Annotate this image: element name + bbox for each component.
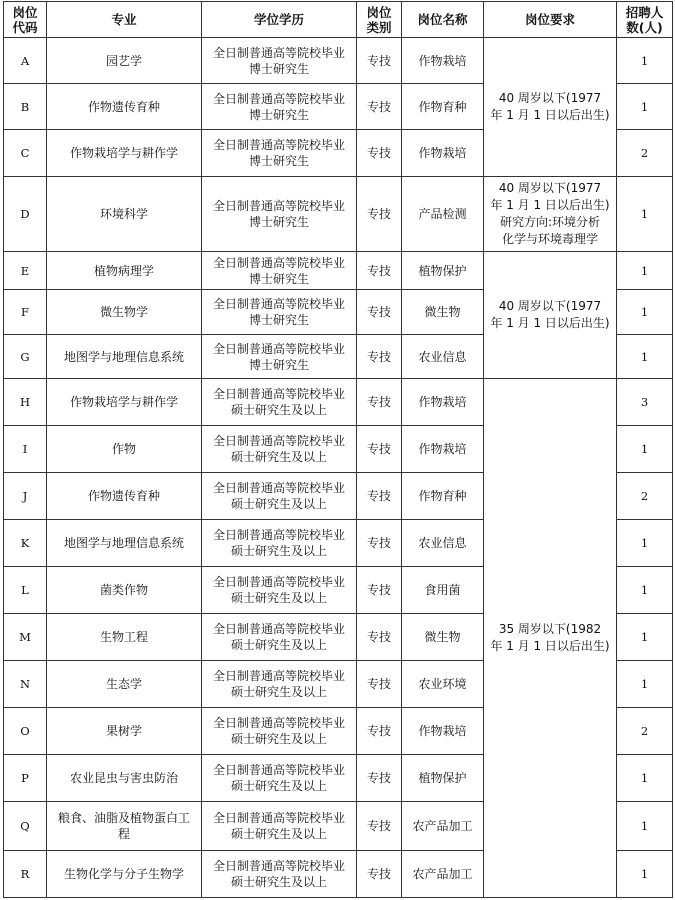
- post-code-cell: O: [4, 708, 47, 755]
- major-cell: 环境科学: [47, 177, 202, 252]
- post-type-cell: 专技: [357, 755, 402, 802]
- headcount-cell: 3: [617, 379, 673, 426]
- post-type-cell: 专技: [357, 426, 402, 473]
- post-type-cell: 专技: [357, 84, 402, 130]
- requirement-line: 年 1 月 1 日以后出生): [490, 316, 610, 330]
- post-type-cell: 专技: [357, 252, 402, 290]
- header-degree: 学位学历: [202, 2, 357, 38]
- recruitment-table: [3, 1, 673, 898]
- major-cell: 作物遗传育种: [47, 84, 202, 130]
- requirement-cell: [484, 38, 617, 177]
- requirement-line: 年 1 月 1 日以后出生): [490, 108, 610, 122]
- header-row: [4, 2, 673, 38]
- headcount-cell: 1: [617, 614, 673, 661]
- major-cell: 作物: [47, 426, 202, 473]
- major-cell: 地图学与地理信息系统: [47, 520, 202, 567]
- position-name-cell: 产品检测: [402, 177, 484, 252]
- post-type-cell: 专技: [357, 851, 402, 898]
- degree-cell: 全日制普通高等院校毕业硕士研究生及以上: [202, 851, 357, 898]
- position-name-cell: 作物栽培: [402, 38, 484, 84]
- requirement-line: 年 1 月 1 日以后出生): [490, 198, 610, 212]
- major-cell: 粮食、油脂及植物蛋白工程: [47, 802, 202, 851]
- requirement-line: 化学与环境毒理学: [501, 232, 598, 246]
- major-cell: 果树学: [47, 708, 202, 755]
- headcount-cell: 1: [617, 252, 673, 290]
- major-cell: 地图学与地理信息系统: [47, 335, 202, 379]
- post-code-cell: I: [4, 426, 47, 473]
- headcount-cell: 1: [617, 38, 673, 84]
- post-type-cell: 专技: [357, 290, 402, 335]
- requirement-line: 40 周岁以下(1977: [498, 181, 602, 195]
- major-cell: 作物遗传育种: [47, 473, 202, 520]
- post-code-cell: L: [4, 567, 47, 614]
- post-type-cell: 专技: [357, 473, 402, 520]
- degree-cell: 全日制普通高等院校毕业硕士研究生及以上: [202, 473, 357, 520]
- post-code-cell: J: [4, 473, 47, 520]
- position-name-cell: 农产品加工: [402, 802, 484, 851]
- post-type-cell: 专技: [357, 177, 402, 252]
- position-name-cell: 微生物: [402, 614, 484, 661]
- headcount-cell: 1: [617, 335, 673, 379]
- major-cell: 菌类作物: [47, 567, 202, 614]
- major-cell: 作物栽培学与耕作学: [47, 130, 202, 177]
- degree-cell: 全日制普通高等院校毕业博士研究生: [202, 290, 357, 335]
- degree-cell: 全日制普通高等院校毕业博士研究生: [202, 84, 357, 130]
- table-row: [4, 379, 673, 426]
- degree-cell: 全日制普通高等院校毕业博士研究生: [202, 38, 357, 84]
- headcount-cell: 1: [617, 84, 673, 130]
- post-code-cell: D: [4, 177, 47, 252]
- degree-cell: 全日制普通高等院校毕业硕士研究生及以上: [202, 520, 357, 567]
- requirement-line: 35 周岁以下(1982: [498, 622, 602, 636]
- major-cell: 作物栽培学与耕作学: [47, 379, 202, 426]
- requirement-cell: [484, 252, 617, 379]
- requirement-line: 40 周岁以下(1977: [498, 91, 602, 105]
- header-position: 岗位名称: [402, 2, 484, 38]
- headcount-cell: 1: [617, 426, 673, 473]
- position-name-cell: 农业信息: [402, 335, 484, 379]
- requirement-cell: [484, 379, 617, 898]
- post-code-cell: M: [4, 614, 47, 661]
- table-body: [4, 38, 673, 898]
- headcount-cell: 1: [617, 851, 673, 898]
- headcount-cell: 2: [617, 708, 673, 755]
- headcount-cell: 1: [617, 755, 673, 802]
- table-row: [4, 38, 673, 84]
- post-type-cell: 专技: [357, 802, 402, 851]
- requirement-line: 研究方向:环境分析: [499, 215, 601, 229]
- degree-cell: 全日制普通高等院校毕业硕士研究生及以上: [202, 661, 357, 708]
- header-major: 专业: [47, 2, 202, 38]
- table-row: [4, 252, 673, 290]
- table-row: [4, 177, 673, 252]
- post-type-cell: 专技: [357, 708, 402, 755]
- post-code-cell: F: [4, 290, 47, 335]
- degree-cell: 全日制普通高等院校毕业硕士研究生及以上: [202, 614, 357, 661]
- headcount-cell: 1: [617, 290, 673, 335]
- position-name-cell: 农业环境: [402, 661, 484, 708]
- requirement-line: 40 周岁以下(1977: [498, 299, 602, 313]
- major-cell: 农业昆虫与害虫防治: [47, 755, 202, 802]
- header-requirement: 岗位要求: [484, 2, 617, 38]
- position-name-cell: 食用菌: [402, 567, 484, 614]
- post-code-cell: K: [4, 520, 47, 567]
- headcount-cell: 1: [617, 661, 673, 708]
- header-code: 岗位 代码: [4, 2, 47, 38]
- header-count: 招聘人 数(人): [617, 2, 673, 38]
- post-type-cell: 专技: [357, 38, 402, 84]
- position-name-cell: 作物栽培: [402, 426, 484, 473]
- post-type-cell: 专技: [357, 520, 402, 567]
- headcount-cell: 2: [617, 130, 673, 177]
- post-type-cell: 专技: [357, 567, 402, 614]
- position-name-cell: 作物育种: [402, 473, 484, 520]
- major-cell: 生物工程: [47, 614, 202, 661]
- degree-cell: 全日制普通高等院校毕业博士研究生: [202, 335, 357, 379]
- post-code-cell: N: [4, 661, 47, 708]
- headcount-cell: 1: [617, 802, 673, 851]
- degree-cell: 全日制普通高等院校毕业博士研究生: [202, 130, 357, 177]
- degree-cell: 全日制普通高等院校毕业博士研究生: [202, 177, 357, 252]
- post-type-cell: 专技: [357, 661, 402, 708]
- degree-cell: 全日制普通高等院校毕业硕士研究生及以上: [202, 567, 357, 614]
- post-code-cell: R: [4, 851, 47, 898]
- degree-cell: 全日制普通高等院校毕业硕士研究生及以上: [202, 379, 357, 426]
- requirement-line: 年 1 月 1 日以后出生): [490, 639, 610, 653]
- major-cell: 生态学: [47, 661, 202, 708]
- major-cell: 园艺学: [47, 38, 202, 84]
- degree-cell: 全日制普通高等院校毕业硕士研究生及以上: [202, 802, 357, 851]
- post-code-cell: C: [4, 130, 47, 177]
- major-cell: 微生物学: [47, 290, 202, 335]
- position-name-cell: 作物栽培: [402, 130, 484, 177]
- post-code-cell: A: [4, 38, 47, 84]
- major-cell: 生物化学与分子生物学: [47, 851, 202, 898]
- post-code-cell: E: [4, 252, 47, 290]
- post-type-cell: 专技: [357, 130, 402, 177]
- degree-cell: 全日制普通高等院校毕业硕士研究生及以上: [202, 426, 357, 473]
- position-name-cell: 微生物: [402, 290, 484, 335]
- degree-cell: 全日制普通高等院校毕业硕士研究生及以上: [202, 755, 357, 802]
- post-code-cell: P: [4, 755, 47, 802]
- requirement-cell: [484, 177, 617, 252]
- position-name-cell: 作物栽培: [402, 379, 484, 426]
- degree-cell: 全日制普通高等院校毕业硕士研究生及以上: [202, 708, 357, 755]
- position-name-cell: 作物育种: [402, 84, 484, 130]
- headcount-cell: 1: [617, 177, 673, 252]
- post-type-cell: 专技: [357, 379, 402, 426]
- post-code-cell: G: [4, 335, 47, 379]
- degree-cell: 全日制普通高等院校毕业博士研究生: [202, 252, 357, 290]
- post-type-cell: 专技: [357, 614, 402, 661]
- post-code-cell: B: [4, 84, 47, 130]
- position-name-cell: 农业信息: [402, 520, 484, 567]
- position-name-cell: 植物保护: [402, 755, 484, 802]
- header-type: 岗位 类别: [357, 2, 402, 38]
- post-code-cell: Q: [4, 802, 47, 851]
- position-name-cell: 作物栽培: [402, 708, 484, 755]
- major-cell: 植物病理学: [47, 252, 202, 290]
- post-code-cell: H: [4, 379, 47, 426]
- post-type-cell: 专技: [357, 335, 402, 379]
- position-name-cell: 农产品加工: [402, 851, 484, 898]
- headcount-cell: 1: [617, 520, 673, 567]
- headcount-cell: 1: [617, 567, 673, 614]
- headcount-cell: 2: [617, 473, 673, 520]
- position-name-cell: 植物保护: [402, 252, 484, 290]
